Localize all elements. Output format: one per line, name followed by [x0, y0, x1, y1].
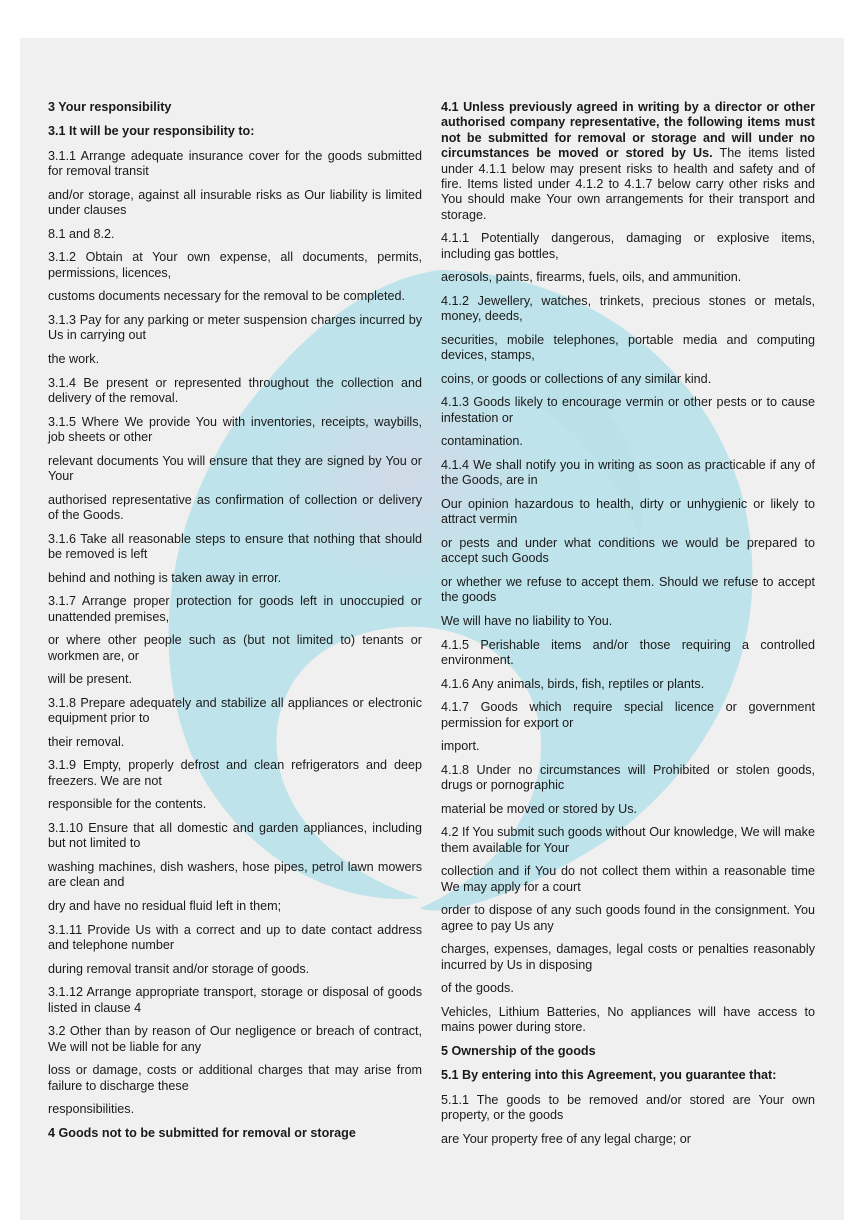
paragraph: during removal transit and/or storage of goods.: [48, 961, 310, 976]
paragraph: 4.1.2 Jewellery, watches, trinkets, precious stones or metals, money, deeds,: [441, 293, 815, 324]
paragraph: 3.1.12 Arrange appropriate transport, storage or disposal of goods listed in clause 4: [48, 985, 422, 1015]
paragraph: 3.1.9 Empty, properly defrost and clean refrigerators and deep freezers. We are not: [48, 758, 422, 788]
intro-bold-text: 4.1 Unless previously agreed in writing by a director or other authorised company representative, the following items must not be submitted for removal or storage and will under no circumstances be moved or stored by Us.: [441, 100, 815, 161]
paragraph: 4.1.8 Under no circumstances will Prohibited or stolen goods, drugs or pornographic: [441, 762, 815, 793]
paragraph: 5.1.1 The goods to be removed and/or stored are Your own property, or the goods: [441, 1092, 815, 1123]
paragraph: 4.1.7 Goods which require special licence or government permission for export or: [441, 700, 815, 730]
paragraph: dry and have no residual fluid left in them;: [48, 898, 282, 913]
paragraph: charges, expenses, damages, legal costs or penalties reasonably incurred by Us in disposing: [441, 942, 815, 972]
paragraph: Our opinion hazardous to health, dirty or unhygienic or likely to attract vermin: [441, 497, 815, 527]
paragraph: authorised representative as confirmation of collection or delivery of the Goods.: [48, 492, 422, 522]
paragraph: 4.1.4 We shall notify you in writing as soon as practicable if any of the Goods, are in: [441, 458, 815, 488]
paragraph: aerosols, paints, firearms, fuels, oils, and ammunition.: [441, 270, 742, 285]
paragraph: We will have no liability to You.: [441, 614, 613, 629]
paragraph: are Your property free of any legal charge; or: [441, 1131, 691, 1146]
intro-text: The items listed under 4.1.1 below may present risks to health and safety and of fire. Items listed under 4.1.2 to 4.1.7 below carry other risks and You should make Your own arrangements for their transport and storage.: [441, 146, 815, 222]
paragraph: or whether we refuse to accept them. Should we refuse to accept the goods: [441, 575, 815, 605]
paragraph: 3.1.1 Arrange adequate insurance cover for the goods submitted for removal transit: [48, 148, 422, 179]
paragraph: relevant documents You will ensure that they are signed by You or Your: [48, 453, 422, 483]
left-column: [48, 100, 422, 1150]
paragraph: 3.1.2 Obtain at Your own expense, all documents, permits, permissions, licences,: [48, 250, 422, 280]
paragraph: washing machines, dish washers, hose pipes, petrol lawn mowers are clean and: [48, 859, 422, 890]
paragraph: 3.1.8 Prepare adequately and stabilize all appliances or electronic equipment prior to: [48, 695, 422, 726]
paragraph: responsibilities.: [48, 1102, 135, 1117]
document-page: [20, 38, 844, 1220]
paragraph: 4.1.1 Potentially dangerous, damaging or explosive items, including gas bottles,: [441, 231, 815, 261]
paragraph: coins, or goods or collections of any similar kind.: [441, 371, 712, 386]
paragraph: or pests and under what conditions we would be prepared to accept such Goods: [441, 536, 815, 566]
paragraph: the work.: [48, 352, 100, 366]
paragraph: 3.1.6 Take all reasonable steps to ensure that nothing that should be removed is left: [48, 531, 422, 561]
paragraph: 3.2 Other than by reason of Our negligence or breach of contract, We will not be liable for any: [48, 1024, 422, 1054]
paragraph: 4.1.6 Any animals, birds, fish, reptiles or plants.: [441, 676, 705, 691]
paragraph: 4.2 If You submit such goods without Our knowledge, We will make them available for Your: [441, 825, 815, 855]
section-subheading: 3.1 It will be your responsibility to:: [48, 124, 255, 139]
paragraph: and/or storage, against all insurable risks as Our liability is limited under clauses: [48, 187, 422, 218]
paragraph: customs documents necessary for the removal to be completed.: [48, 289, 405, 304]
intro-paragraph: [441, 100, 815, 223]
paragraph: loss or damage, costs or additional charges that may arise from failure to discharge these: [48, 1063, 422, 1093]
paragraph: will be present.: [48, 672, 132, 687]
paragraph: their removal.: [48, 734, 125, 749]
paragraph: 3.1.5 Where We provide You with inventories, receipts, waybills, job sheets or other: [48, 414, 422, 444]
paragraph: responsible for the contents.: [48, 797, 207, 812]
section-heading: 4 Goods not to be submitted for removal or storage: [48, 1125, 356, 1140]
paragraph: contamination.: [441, 434, 523, 449]
paragraph: import.: [441, 739, 480, 754]
section-subheading: 5.1 By entering into this Agreement, you guarantee that:: [441, 1068, 777, 1083]
paragraph: 3.1.10 Ensure that all domestic and garden appliances, including but not limited to: [48, 820, 422, 851]
paragraph: 3.1.3 Pay for any parking or meter suspension charges incurred by Us in carrying out: [48, 313, 422, 343]
paragraph: 3.1.4 Be present or represented throughout the collection and delivery of the removal.: [48, 375, 422, 405]
paragraph: of the goods.: [441, 981, 514, 996]
section-heading: 5 Ownership of the goods: [441, 1044, 596, 1058]
section-heading: 3 Your responsibility: [48, 100, 172, 114]
paragraph: behind and nothing is taken away in error.: [48, 570, 282, 585]
paragraph: material be moved or stored by Us.: [441, 801, 637, 816]
paragraph: Vehicles, Lithium Batteries, No appliances will have access to mains power during store.: [441, 1005, 815, 1035]
paragraph: 3.1.11 Provide Us with a correct and up to date contact address and telephone number: [48, 922, 422, 952]
paragraph: collection and if You do not collect them within a reasonable time We may apply for a court: [441, 864, 815, 894]
paragraph: 4.1.3 Goods likely to encourage vermin or other pests or to cause infestation or: [441, 395, 815, 425]
paragraph: 3.1.7 Arrange proper protection for goods left in unoccupied or unattended premises,: [48, 594, 422, 624]
paragraph: 4.1.5 Perishable items and/or those requiring a controlled environment.: [441, 637, 815, 668]
right-column: [441, 100, 815, 1155]
paragraph: 8.1 and 8.2.: [48, 226, 115, 241]
paragraph: securities, mobile telephones, portable media and computing devices, stamps,: [441, 332, 815, 363]
paragraph: order to dispose of any such goods found in the consignment. You agree to pay Us any: [441, 903, 815, 933]
paragraph: or where other people such as (but not limited to) tenants or workmen are, or: [48, 633, 422, 663]
